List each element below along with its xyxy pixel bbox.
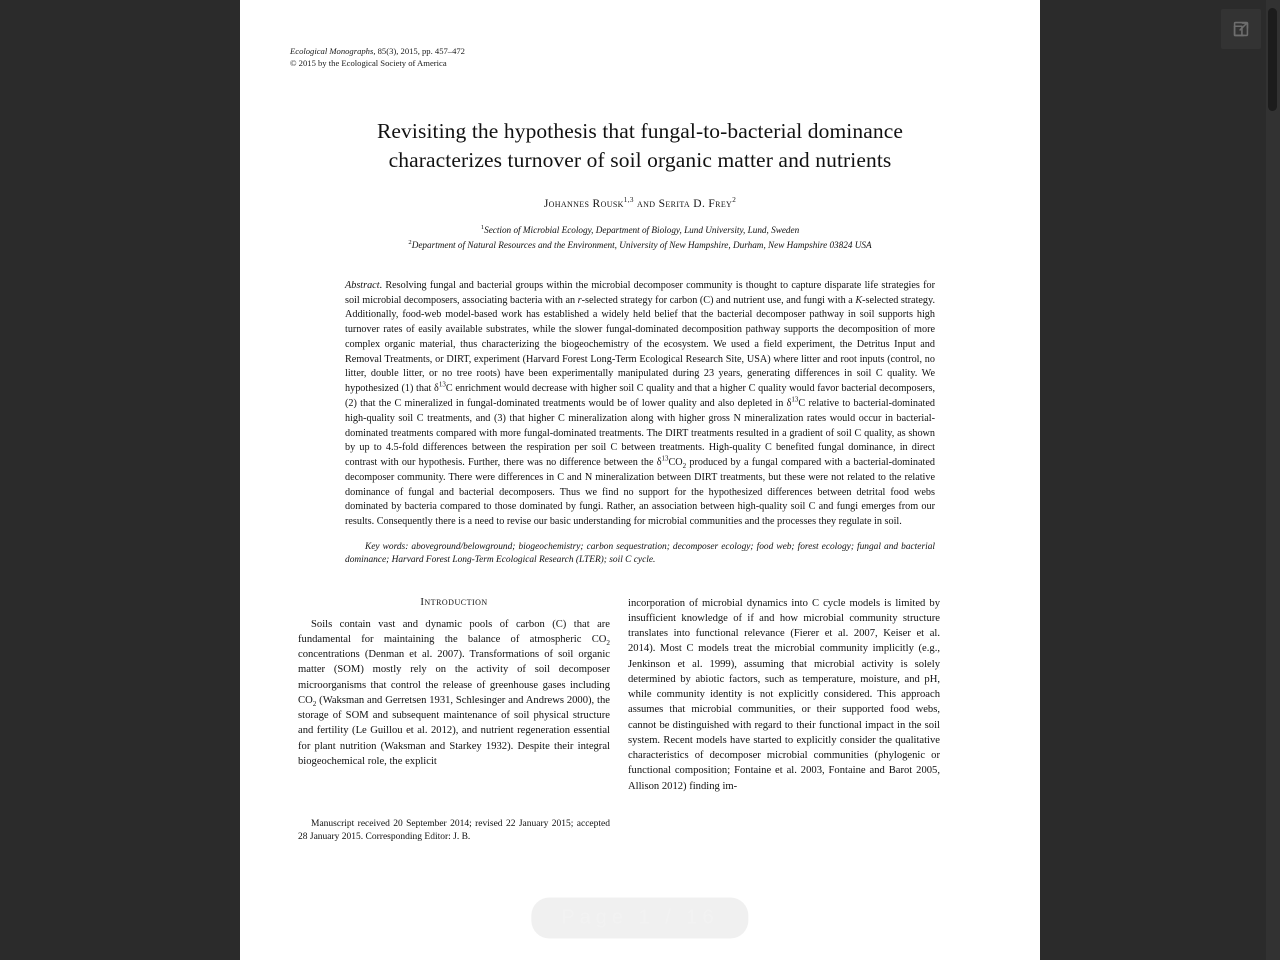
abstract-label: Abstract . — [345, 280, 382, 291]
intro-paragraph-left — [298, 617, 610, 770]
manuscript-footnote: Manuscript received 20 September 2014; revised 22 January 2015; accepted 28 January 2015. Corresponding Editor: J. B. — [298, 818, 610, 843]
page-indicator-overlay: Page 1 / 16 — [531, 898, 748, 939]
abstract-sup-13-b: 13 — [791, 395, 799, 404]
article-title — [290, 117, 990, 175]
intro-text-1: Soils contain vast and dynamic pools of carbon (C) that are fundamental for maintaining the balance of atmospheric CO — [298, 618, 610, 645]
intro-text-2: concentrations (Denman et al. 2007). Transformations of soil organic matter (SOM) mostly rely on the activity of soil decomposer microorganisms that control the release of greenhouse gases including CO — [298, 649, 610, 706]
keywords-label: Key words: — [365, 542, 409, 553]
abstract-text-2: -selected strategy for carbon (C) and nutrient use, and fungi with a — [581, 294, 856, 306]
body-columns — [290, 595, 990, 843]
body-column-left — [298, 595, 610, 843]
abstract-text-4: C enrichment would decrease with higher soil C quality and that a higher C quality would favor bacterial decomposers, (2) that the C mineralized in fungal-dominated treatments would be of lower quality and also depleted in δ — [345, 383, 935, 410]
abstract — [345, 279, 935, 530]
author-1-affiliation-marker: 1,3 — [623, 196, 634, 205]
co2-subscript-1: 2 — [606, 639, 610, 648]
keywords — [345, 541, 935, 568]
affiliation-2 — [290, 238, 990, 253]
abstract-sup-13-a: 13 — [438, 380, 446, 389]
intro-paragraph-right: incorporation of microbial dynamics into C cycle models is limited by insufficient knowledge of if and how microbial community structure translates into functional relevance (Fierer et al. 2007, Keiser et al. 2014). Most C models treat the microbial community implicitly (e.g., Jenkinson et al. 1999), assuming that microbial activity is solely determined by abiotic factors, such as temperature, moisture, and pH, while community identity is not explicitly considered. This approach assumes that microbial communities, or their supported food webs, cannot be distinguished with regard to their functional impact in the soil system. Recent models have started to explicitly consider the qualitative characteristics of decomposer microbial communities (phylogenic or functional composition; Fontaine et al. 2003, Fontaine and Barot 2005, Allison 2012) finding im- — [628, 597, 940, 792]
author-2: Serita D. Frey — [658, 198, 733, 211]
author-2-affiliation-marker: 2 — [732, 196, 737, 205]
article-title-line-1: Revisiting the hypothesis that fungal-to-bacterial dominance — [376, 119, 904, 144]
affiliation-1-text: Section of Microbial Ecology, Department of Biology, Lund University, Lund, Sweden — [484, 225, 800, 236]
journal-citation-line — [290, 46, 990, 58]
keywords-text: aboveground/belowground; biogeochemistry; carbon sequestration; decomposer ecology; food web; forest ecology; fungal and bacterial dominance; Harvard Forest Long-Term Ecological Research (LTER); soil C cycle. — [345, 542, 935, 566]
open-in-new-window-button[interactable] — [1221, 9, 1261, 49]
abstract-text-1: Resolving fungal and bacterial groups within the microbial decomposer community is thought to capture disparate life strategies for soil microbial decomposers, associating bacteria with an — [345, 279, 935, 306]
abstract-sup-13-c: 13 — [661, 454, 669, 463]
affiliation-2-text: Department of Natural Resources and the Environment, University of New Hampshire, Durham, New Hampshire 03824 USA — [411, 239, 872, 250]
body-column-right — [628, 596, 940, 794]
author-list — [290, 196, 990, 210]
pdf-page-1 — [240, 0, 1040, 960]
journal-name: Ecological Monographs — [290, 46, 374, 56]
article-title-line-2: characterizes turnover of soil organic matter and nutrients — [388, 148, 892, 173]
intro-text-3: (Waksman and Gerretsen 1931, Schlesinger and Andrews 2000), the storage of SOM and subsequent maintenance of soil physical structure and fertility (Le Guillou et al. 2012), and nutrient regeneration essential for plant nutrition (Waksman and Starkey 1932). Despite their integral biogeochemical role, the explicit — [298, 694, 610, 767]
journal-header — [290, 46, 990, 69]
affiliation-list — [290, 223, 990, 253]
abstract-text-6: CO — [668, 457, 683, 469]
affiliation-2-marker: 2 — [408, 238, 412, 246]
vertical-scrollbar-track[interactable] — [1266, 0, 1280, 960]
journal-citation: , 85(3), 2015, pp. 457–472 — [373, 46, 465, 56]
abstract-text-5: C relative to bacterial-dominated high-quality soil C treatments, and (3) that higher C mineralization along with higher gross N mineralization rates would occur in bacterial-dominated treatments compared with more fungal-dominated treatments. The DIRT treatments resulted in a gradient of soil C quality, as shown by up to 4.5-fold differences between the respiration per soil C between treatments. High-quality C benefited fungal dominance, in direct contrast with our hypothesis. Further, there was no difference between the δ — [345, 398, 935, 469]
abstract-text-3: -selected strategy. Additionally, food-web model-based work has established a widely held belief that the bacterial decomposer pathway in soil supports high turnover rates of easily available substrates, while the slower fungal-dominated decomposition pathway supports the decomposition of more complex organic material, thus characterizing the biogeochemistry of the ecosystem. We used a field experiment, the Detritus Input and Removal Treatments, or DIRT, experiment (Harvard Forest Long-Term Ecological Research Site, USA) where litter and root inputs (control, no litter, double litter, or no tree roots) have been experimentally manipulated during 23 years, generating differences in soil C quality. We hypothesized (1) that δ — [345, 294, 935, 395]
journal-copyright: © 2015 by the Ecological Society of America — [290, 57, 447, 68]
co2-subscript-2: 2 — [312, 700, 317, 709]
author-1: Johannes Rousk — [543, 198, 624, 211]
abstract-k-selected: K — [855, 294, 863, 306]
abstract-sub-2: 2 — [682, 462, 687, 471]
abstract-text-7: produced by a fungal compared with a bacterial-dominated decomposer community. There were differences in C and N mineralization between DIRT treatments, but these were not related to the relative dominance of fungal and bacterial decomposers. Thus we find no support for the hypothesized differences between detrital food webs dominated by bacteria compared to those dominated by fungi. Rather, an association between high-quality soil C and fungi emerges from our results. Consequently there is a need to revise our basic understanding for microbial communities and the processes they regulate in soil. — [345, 457, 935, 528]
author-conjunction: and — [633, 198, 659, 211]
external-link-icon — [1230, 18, 1252, 40]
vertical-scrollbar-thumb[interactable] — [1268, 8, 1277, 111]
section-heading-introduction: Introduction — [420, 595, 488, 608]
affiliation-1-marker: 1 — [480, 224, 485, 232]
affiliation-1 — [290, 223, 990, 238]
abstract-r-selected: r — [577, 294, 582, 306]
